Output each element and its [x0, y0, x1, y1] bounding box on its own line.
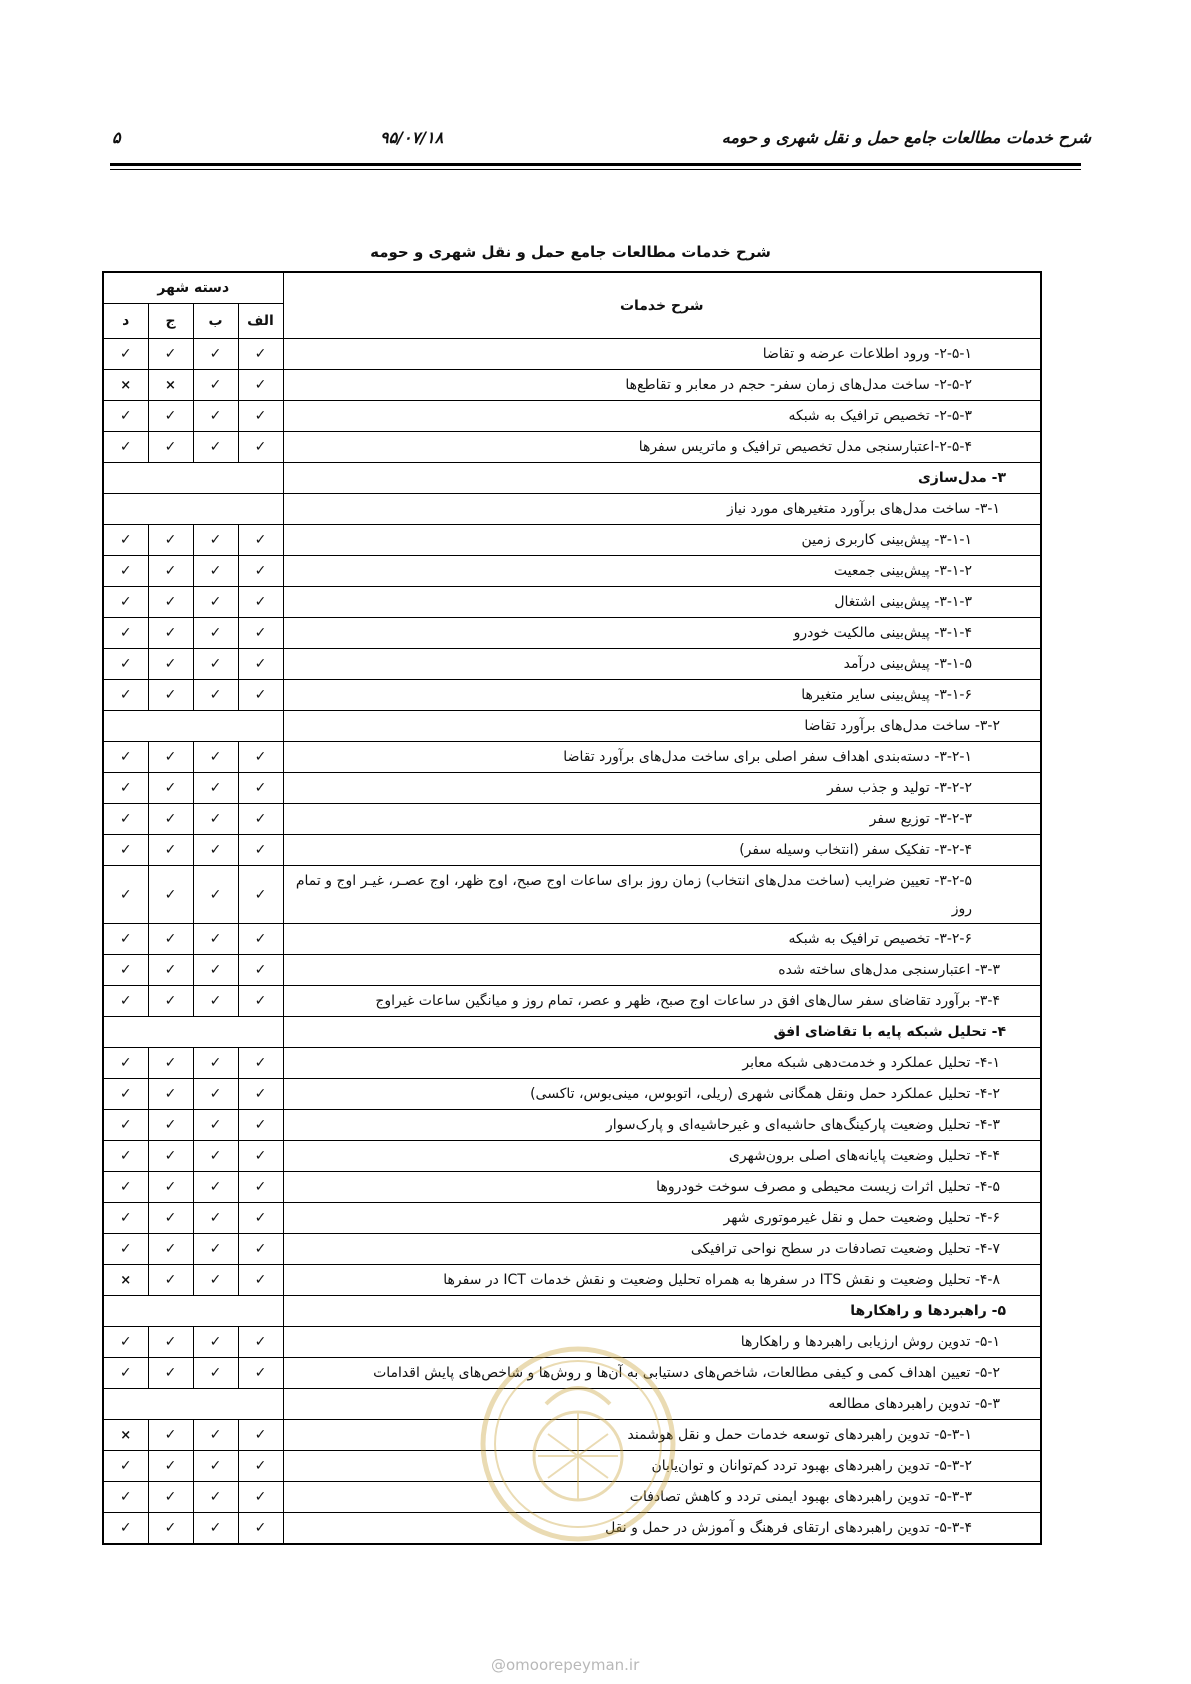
check-mark-icon: ✓	[193, 986, 238, 1017]
service-description: ۵-۳-۳- تدوین راهبردهای بهبود ایمنی تردد و کاهش تصادفات	[283, 1482, 1041, 1513]
check-mark-icon: ✓	[238, 1513, 283, 1544]
table-row	[103, 742, 1041, 773]
check-mark-icon: ✓	[238, 649, 283, 680]
category-header-be: ب	[193, 304, 238, 339]
check-mark-icon: ✓	[148, 618, 193, 649]
check-mark-icon: ✓	[238, 339, 283, 370]
table-row	[103, 370, 1041, 401]
service-description: ۴-۲- تحلیل عملکرد حمل ونقل همگانی شهری (ریلی، اتوبوس، مینی‌بوس، تاکسی)	[283, 1079, 1041, 1110]
check-mark-icon: ✓	[193, 804, 238, 835]
service-description: ۳-۲-۳- توزیع سفر	[283, 804, 1041, 835]
check-mark-icon: ✓	[238, 1172, 283, 1203]
check-mark-icon: ✓	[193, 1141, 238, 1172]
check-mark-icon: ✓	[238, 866, 283, 924]
cross-mark-icon: ×	[103, 370, 148, 401]
service-description: ۳-۲-۵- تعیین ضرایب (ساخت مدل‌های انتخاب) زمان روز برای ساعات اوج صبح، اوج ظهر، اوج عصـر، غیـر اوج و تمام روز	[283, 866, 1041, 924]
check-mark-icon: ✓	[103, 835, 148, 866]
check-mark-icon: ✓	[193, 1451, 238, 1482]
check-mark-icon: ✓	[238, 1451, 283, 1482]
check-mark-icon: ✓	[238, 924, 283, 955]
header-rule-thick	[110, 163, 1081, 166]
check-mark-icon: ✓	[238, 773, 283, 804]
check-mark-icon: ✓	[193, 1203, 238, 1234]
page-number: ۵	[112, 128, 121, 147]
empty-category-cell	[103, 1017, 283, 1048]
check-mark-icon: ✓	[103, 742, 148, 773]
table-row	[103, 866, 1041, 924]
check-mark-icon: ✓	[148, 556, 193, 587]
check-mark-icon: ✓	[103, 866, 148, 924]
table-row	[103, 432, 1041, 463]
service-description: ۳-۱-۴- پیش‌بینی مالکیت خودرو	[283, 618, 1041, 649]
check-mark-icon: ✓	[148, 1079, 193, 1110]
check-mark-icon: ✓	[193, 835, 238, 866]
check-mark-icon: ✓	[103, 1048, 148, 1079]
check-mark-icon: ✓	[148, 1110, 193, 1141]
check-mark-icon: ✓	[238, 742, 283, 773]
table-row	[103, 1234, 1041, 1265]
service-description: ۳-۳- اعتبارسنجی مدل‌های ساخته شده	[283, 955, 1041, 986]
table-row	[103, 401, 1041, 432]
check-mark-icon: ✓	[103, 1482, 148, 1513]
table-row	[103, 1203, 1041, 1234]
table-caption: شرح خدمات مطالعات جامع حمل و نقل شهری و حومه	[370, 243, 771, 261]
check-mark-icon: ✓	[148, 1203, 193, 1234]
check-mark-icon: ✓	[193, 1513, 238, 1544]
check-mark-icon: ✓	[193, 1482, 238, 1513]
service-description: ۳-۱-۱- پیش‌بینی کاربری زمین	[283, 525, 1041, 556]
service-description: ۳-۱- ساخت مدل‌های برآورد متغیرهای مورد نیاز	[283, 494, 1041, 525]
check-mark-icon: ✓	[238, 986, 283, 1017]
check-mark-icon: ✓	[148, 587, 193, 618]
check-mark-icon: ✓	[148, 835, 193, 866]
service-description: ۳-۴- برآورد تقاضای سفر سال‌های افق در ساعات اوج صبح، ظهر و عصر، تمام روز و میانگین ساعات غیراوج	[283, 986, 1041, 1017]
check-mark-icon: ✓	[103, 587, 148, 618]
service-description: ۴-۷- تحلیل وضعیت تصادفات در سطح نواحی ترافیکی	[283, 1234, 1041, 1265]
check-mark-icon: ✓	[103, 1172, 148, 1203]
check-mark-icon: ✓	[193, 1358, 238, 1389]
table-row	[103, 587, 1041, 618]
check-mark-icon: ✓	[103, 1203, 148, 1234]
check-mark-icon: ✓	[103, 1141, 148, 1172]
check-mark-icon: ✓	[103, 773, 148, 804]
table-row	[103, 773, 1041, 804]
service-description: ۴-۴- تحلیل وضعیت پایانه‌های اصلی برون‌شهری	[283, 1141, 1041, 1172]
check-mark-icon: ✓	[238, 587, 283, 618]
check-mark-icon: ✓	[193, 1172, 238, 1203]
check-mark-icon: ✓	[148, 1172, 193, 1203]
check-mark-icon: ✓	[238, 1420, 283, 1451]
section-title: ۴- تحلیل شبکه پایه با تقاضای افق	[283, 1017, 1041, 1048]
section-row	[103, 463, 1041, 494]
check-mark-icon: ✓	[238, 556, 283, 587]
section-title: ۳- مدل‌سازی	[283, 463, 1041, 494]
check-mark-icon: ✓	[103, 986, 148, 1017]
running-header-date: ۹۵/۰۷/۱۸	[380, 128, 444, 147]
check-mark-icon: ✓	[148, 1513, 193, 1544]
table-row	[103, 649, 1041, 680]
check-mark-icon: ✓	[148, 1482, 193, 1513]
service-description: ۳-۱-۶- پیش‌بینی سایر متغیرها	[283, 680, 1041, 711]
check-mark-icon: ✓	[103, 339, 148, 370]
service-description: ۵-۳- تدوین راهبردهای مطالعه	[283, 1389, 1041, 1420]
table-row	[103, 556, 1041, 587]
service-description: ۵-۳-۱- تدوین راهبردهای توسعه خدمات حمل و نقل هوشمند	[283, 1420, 1041, 1451]
check-mark-icon: ✓	[193, 680, 238, 711]
section-title: ۵- راهبردها و راهکارها	[283, 1296, 1041, 1327]
section-row	[103, 1296, 1041, 1327]
service-description: ۵-۳-۴- تدوین راهبردهای ارتقای فرهنگ و آموزش در حمل و نقل	[283, 1513, 1041, 1544]
check-mark-icon: ✓	[193, 1265, 238, 1296]
check-mark-icon: ✓	[193, 773, 238, 804]
check-mark-icon: ✓	[238, 1079, 283, 1110]
cross-mark-icon: ×	[103, 1265, 148, 1296]
check-mark-icon: ✓	[148, 649, 193, 680]
seal-stamp	[478, 1344, 678, 1544]
check-mark-icon: ✓	[103, 1234, 148, 1265]
service-description: ۵-۳-۲- تدوین راهبردهای بهبود تردد کم‌توانان و توان‌یابان	[283, 1451, 1041, 1482]
check-mark-icon: ✓	[238, 1110, 283, 1141]
check-mark-icon: ✓	[103, 1110, 148, 1141]
city-group-header: دسته شهر	[103, 272, 283, 304]
table-row	[103, 1079, 1041, 1110]
service-description: ۳-۲-۴- تفکیک سفر (انتخاب وسیله سفر)	[283, 835, 1041, 866]
check-mark-icon: ✓	[148, 924, 193, 955]
check-mark-icon: ✓	[193, 432, 238, 463]
check-mark-icon: ✓	[238, 1234, 283, 1265]
check-mark-icon: ✓	[148, 1234, 193, 1265]
table-row	[103, 1172, 1041, 1203]
service-description: ۵-۱- تدوین روش ارزیابی راهبردها و راهکارها	[283, 1327, 1041, 1358]
check-mark-icon: ✓	[148, 804, 193, 835]
cross-mark-icon: ×	[148, 370, 193, 401]
check-mark-icon: ✓	[148, 1048, 193, 1079]
check-mark-icon: ✓	[148, 955, 193, 986]
table-row	[103, 494, 1041, 525]
service-description: ۳-۲-۲- تولید و جذب سفر	[283, 773, 1041, 804]
service-description: ۴-۱- تحلیل عملکرد و خدمت‌دهی شبکه معابر	[283, 1048, 1041, 1079]
check-mark-icon: ✓	[103, 1327, 148, 1358]
service-description: ۲-۵-۲- ساخت مدل‌های زمان سفر- حجم در معابر و تقاطع‌ها	[283, 370, 1041, 401]
service-description: ۲-۵-۴-اعتبارسنجی مدل تخصیص ترافیک و ماتریس سفرها	[283, 432, 1041, 463]
service-description: ۳-۲-۱- دسته‌بندی اهداف سفر اصلی برای ساخت مدل‌های برآورد تقاضا	[283, 742, 1041, 773]
running-header-title: شرح خدمات مطالعات جامع حمل و نقل شهری و حومه	[721, 128, 1091, 147]
check-mark-icon: ✓	[103, 1079, 148, 1110]
check-mark-icon: ✓	[193, 742, 238, 773]
empty-category-cell	[103, 1389, 283, 1420]
check-mark-icon: ✓	[148, 742, 193, 773]
check-mark-icon: ✓	[238, 1265, 283, 1296]
check-mark-icon: ✓	[103, 804, 148, 835]
category-header-dal: د	[103, 304, 148, 339]
watermark-text: @omoorepeyman.ir	[491, 1656, 640, 1674]
check-mark-icon: ✓	[103, 618, 148, 649]
header-rule-thin	[110, 169, 1081, 170]
check-mark-icon: ✓	[148, 1420, 193, 1451]
check-mark-icon: ✓	[193, 955, 238, 986]
service-description: ۴-۳- تحلیل وضعیت پارکینگ‌های حاشیه‌ای و غیرحاشیه‌ای و پارک‌سوار	[283, 1110, 1041, 1141]
empty-category-cell	[103, 711, 283, 742]
table-row	[103, 955, 1041, 986]
service-description: ۵-۲- تعیین اهداف کمی و کیفی مطالعات، شاخص‌های دستیابی به آن‌ها و روش‌ها و شاخص‌های پایش اقدامات	[283, 1358, 1041, 1389]
table-row	[103, 680, 1041, 711]
check-mark-icon: ✓	[103, 1358, 148, 1389]
table-row	[103, 986, 1041, 1017]
check-mark-icon: ✓	[238, 835, 283, 866]
check-mark-icon: ✓	[238, 955, 283, 986]
table-row	[103, 835, 1041, 866]
check-mark-icon: ✓	[148, 1141, 193, 1172]
check-mark-icon: ✓	[148, 1358, 193, 1389]
check-mark-icon: ✓	[103, 556, 148, 587]
category-header-jim: ج	[148, 304, 193, 339]
table-row	[103, 1265, 1041, 1296]
check-mark-icon: ✓	[238, 618, 283, 649]
check-mark-icon: ✓	[148, 986, 193, 1017]
table-row	[103, 525, 1041, 556]
check-mark-icon: ✓	[148, 1265, 193, 1296]
check-mark-icon: ✓	[103, 649, 148, 680]
check-mark-icon: ✓	[148, 339, 193, 370]
check-mark-icon: ✓	[238, 1203, 283, 1234]
check-mark-icon: ✓	[238, 1048, 283, 1079]
check-mark-icon: ✓	[193, 1079, 238, 1110]
empty-category-cell	[103, 1296, 283, 1327]
check-mark-icon: ✓	[193, 1110, 238, 1141]
check-mark-icon: ✓	[238, 1482, 283, 1513]
check-mark-icon: ✓	[193, 339, 238, 370]
check-mark-icon: ✓	[148, 525, 193, 556]
table-row	[103, 339, 1041, 370]
service-description: ۳-۲-۶- تخصیص ترافیک به شبکه	[283, 924, 1041, 955]
service-description: ۴-۸- تحلیل وضعیت و نقش ITS در سفرها به همراه تحلیل وضعیت و نقش خدمات ICT در سفرها	[283, 1265, 1041, 1296]
check-mark-icon: ✓	[238, 525, 283, 556]
cross-mark-icon: ×	[103, 1420, 148, 1451]
check-mark-icon: ✓	[238, 680, 283, 711]
check-mark-icon: ✓	[148, 432, 193, 463]
check-mark-icon: ✓	[238, 401, 283, 432]
check-mark-icon: ✓	[103, 432, 148, 463]
category-header-alef: الف	[238, 304, 283, 339]
check-mark-icon: ✓	[103, 924, 148, 955]
check-mark-icon: ✓	[148, 680, 193, 711]
check-mark-icon: ✓	[193, 1234, 238, 1265]
table-row	[103, 804, 1041, 835]
check-mark-icon: ✓	[238, 1327, 283, 1358]
check-mark-icon: ✓	[148, 866, 193, 924]
service-description: ۲-۵-۱- ورود اطلاعات عرضه و تقاضا	[283, 339, 1041, 370]
check-mark-icon: ✓	[103, 525, 148, 556]
check-mark-icon: ✓	[103, 955, 148, 986]
service-description: ۲-۵-۳- تخصیص ترافیک به شبکه	[283, 401, 1041, 432]
check-mark-icon: ✓	[238, 432, 283, 463]
check-mark-icon: ✓	[193, 1420, 238, 1451]
service-description: ۳-۲- ساخت مدل‌های برآورد تقاضا	[283, 711, 1041, 742]
service-description: ۴-۵- تحلیل اثرات زیست محیطی و مصرف سوخت خودروها	[283, 1172, 1041, 1203]
service-description: ۴-۶- تحلیل وضعیت حمل و نقل غیرموتوری شهر	[283, 1203, 1041, 1234]
check-mark-icon: ✓	[238, 804, 283, 835]
check-mark-icon: ✓	[193, 618, 238, 649]
table-row	[103, 1048, 1041, 1079]
check-mark-icon: ✓	[193, 866, 238, 924]
table-row	[103, 711, 1041, 742]
service-description: ۳-۱-۲- پیش‌بینی جمعیت	[283, 556, 1041, 587]
check-mark-icon: ✓	[193, 587, 238, 618]
check-mark-icon: ✓	[193, 556, 238, 587]
check-mark-icon: ✓	[103, 680, 148, 711]
service-description: ۳-۱-۳- پیش‌بینی اشتغال	[283, 587, 1041, 618]
empty-category-cell	[103, 494, 283, 525]
description-column-header: شرح خدمات	[283, 272, 1041, 339]
check-mark-icon: ✓	[103, 401, 148, 432]
check-mark-icon: ✓	[238, 1358, 283, 1389]
service-description: ۳-۱-۵- پیش‌بینی درآمد	[283, 649, 1041, 680]
check-mark-icon: ✓	[193, 1048, 238, 1079]
check-mark-icon: ✓	[148, 1327, 193, 1358]
check-mark-icon: ✓	[148, 773, 193, 804]
check-mark-icon: ✓	[148, 1451, 193, 1482]
check-mark-icon: ✓	[103, 1513, 148, 1544]
check-mark-icon: ✓	[193, 525, 238, 556]
check-mark-icon: ✓	[193, 401, 238, 432]
check-mark-icon: ✓	[103, 1451, 148, 1482]
check-mark-icon: ✓	[238, 370, 283, 401]
section-row	[103, 1017, 1041, 1048]
empty-category-cell	[103, 463, 283, 494]
check-mark-icon: ✓	[238, 1141, 283, 1172]
check-mark-icon: ✓	[193, 924, 238, 955]
check-mark-icon: ✓	[193, 1327, 238, 1358]
table-row	[103, 1110, 1041, 1141]
table-row	[103, 1141, 1041, 1172]
check-mark-icon: ✓	[148, 401, 193, 432]
table-row	[103, 924, 1041, 955]
check-mark-icon: ✓	[193, 649, 238, 680]
table-row	[103, 618, 1041, 649]
check-mark-icon: ✓	[193, 370, 238, 401]
